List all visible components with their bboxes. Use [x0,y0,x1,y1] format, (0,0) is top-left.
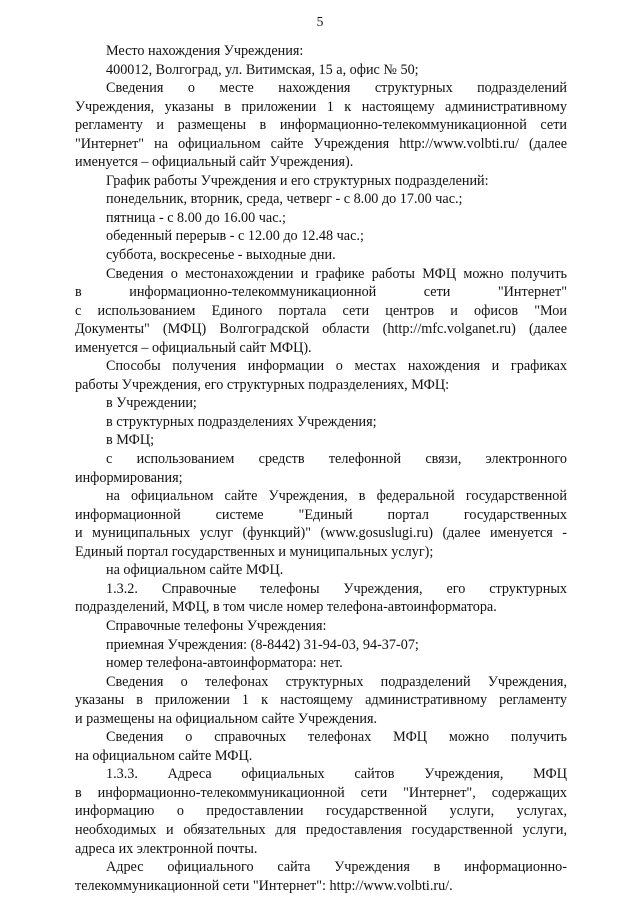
text-line: Способы получения информации о местах нахождения и графиках [106,358,567,375]
text-line: информационной системе "Единый портал государственных [75,506,567,523]
text-line: понедельник, вторник, среда, четверг - с 8.00 до 17.00 час.; [106,191,463,208]
text-line: с использованием Единого портала сети центров и офисов "Мои [75,302,567,319]
text-line: на официальном сайте МФЦ. [75,747,253,764]
page-number: 5 [316,14,324,29]
text-line: Справочные телефоны Учреждения: [106,617,327,634]
text-line: в Учреждении; [106,395,197,412]
text-line: телекоммуникационной сети "Интернет": http://www.volbti.ru/. [75,877,453,894]
text-line: подразделений, МФЦ, в том числе номер телефона-автоинформатора. [75,599,497,616]
text-line: Место нахождения Учреждения: [106,43,304,59]
text-line: именуется – официальный сайт МФЦ). [75,339,312,356]
text-line: Сведения о месте нахождения структурных подразделений [106,80,567,97]
text-line: информацию о предоставлении государственной услуги, услугах, [75,803,567,820]
text-line: суббота, воскресенье - выходные дни. [106,247,336,264]
text-line: 1.3.3. Адреса официальных сайтов Учреждения, МФЦ [106,766,567,783]
text-line: в информационно-телекоммуникационной сети "Интернет" [75,284,567,301]
text-line: необходимых и обязательных для предоставления государственной услуги, [75,821,567,838]
text-line: Документы" (МФЦ) Волгоградской области (http://mfc.volganet.ru) (далее [75,321,567,338]
text-line: приемная Учреждения: (8-8442) 31-94-03, 94-37-07; [106,636,419,653]
text-line: номер телефона-автоинформатора: нет. [106,655,343,672]
text-line: с использованием средств телефонной связи, электронного [106,451,567,468]
text-line: "Интернет" на официальном сайте Учреждения http://www.volbti.ru/ (далее [75,135,567,152]
text-line: Единый портал государственных и муниципальных услуг); [75,543,434,560]
text-line: Учреждения, указаны в приложении 1 к настоящему административному [75,98,567,115]
text-line: информирования; [75,469,183,486]
text-line: регламенту и размещены в информационно-телекоммуникационной сети [75,117,567,134]
text-line: в структурных подразделениях Учреждения; [106,413,377,430]
text-line: пятница - с 8.00 до 16.00 час.; [106,209,286,226]
text-line: 400012, Волгоград, ул. Витимская, 15 а, офис № 50; [106,61,419,78]
text-line: в информационно-телекоммуникационной сети "Интернет", содержащих [75,784,567,801]
text-line: Сведения о местонахождении и графике работы МФЦ можно получить [106,265,567,282]
text-line: обеденный перерыв - с 12.00 до 12.48 час.; [106,228,364,245]
text-line: Адрес официального сайта Учреждения в информационно- [106,859,567,876]
text-line: указаны в приложении 1 к настоящему административному регламенту [75,692,567,709]
text-line: адреса их электронной почты. [75,840,258,857]
text-line: График работы Учреждения и его структурных подразделений: [106,172,489,189]
text-line: и муниципальных услуг (функций)" (www.gosuslugi.ru) (далее именуется - [75,525,567,542]
document-body [75,42,567,895]
text-line: 1.3.2. Справочные телефоны Учреждения, его структурных [106,580,567,597]
text-line: на официальном сайте МФЦ. [106,562,284,579]
text-line: в МФЦ; [106,432,155,449]
text-line: Сведения о справочных телефонах МФЦ можно получить [106,729,567,746]
text-line: и размещены на официальном сайте Учреждения. [75,710,378,727]
text-line: на официальном сайте Учреждения, в федеральной государственной [106,488,567,505]
text-line: Сведения о телефонах структурных подразделений Учреждения, [106,673,567,690]
text-line: работы Учреждения, его структурных подразделениях, МФЦ: [75,376,450,393]
text-line: именуется – официальный сайт Учреждения). [75,154,354,171]
